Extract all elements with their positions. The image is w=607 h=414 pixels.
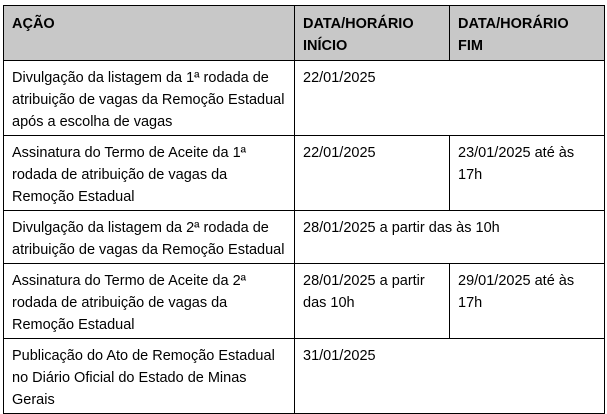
table-row [4,61,605,136]
table-row [4,136,605,211]
table-row [4,211,605,264]
start-cell: 31/01/2025 [295,339,605,414]
table-header [4,6,605,61]
action-cell: Divulgação da listagem da 2ª rodada de atribuição de vagas da Remoção Estadual [4,211,295,264]
header-start: DATA/HORÁRIO INÍCIO [295,6,450,61]
header-end: DATA/HORÁRIO FIM [450,6,605,61]
start-cell: 22/01/2025 [295,136,450,211]
end-cell: 29/01/2025 até às 17h [450,264,605,339]
header-action: AÇÃO [4,6,295,61]
action-cell: Assinatura do Termo de Aceite da 1ª rodada de atribuição de vagas da Remoção Estadual [4,136,295,211]
action-cell: Publicação do Ato de Remoção Estadual no Diário Oficial do Estado de Minas Gerais [4,339,295,414]
table-row [4,264,605,339]
action-cell: Divulgação da listagem da 1ª rodada de atribuição de vagas da Remoção Estadual após a escolha de vagas [4,61,295,136]
schedule-table [3,5,605,414]
start-cell: 28/01/2025 a partir das às 10h [295,211,605,264]
header-row [4,6,605,61]
table-row [4,339,605,414]
start-cell: 28/01/2025 a partir das 10h [295,264,450,339]
action-cell: Assinatura do Termo de Aceite da 2ª rodada de atribuição de vagas da Remoção Estadual [4,264,295,339]
start-cell: 22/01/2025 [295,61,605,136]
table-body [4,61,605,414]
end-cell: 23/01/2025 até às 17h [450,136,605,211]
